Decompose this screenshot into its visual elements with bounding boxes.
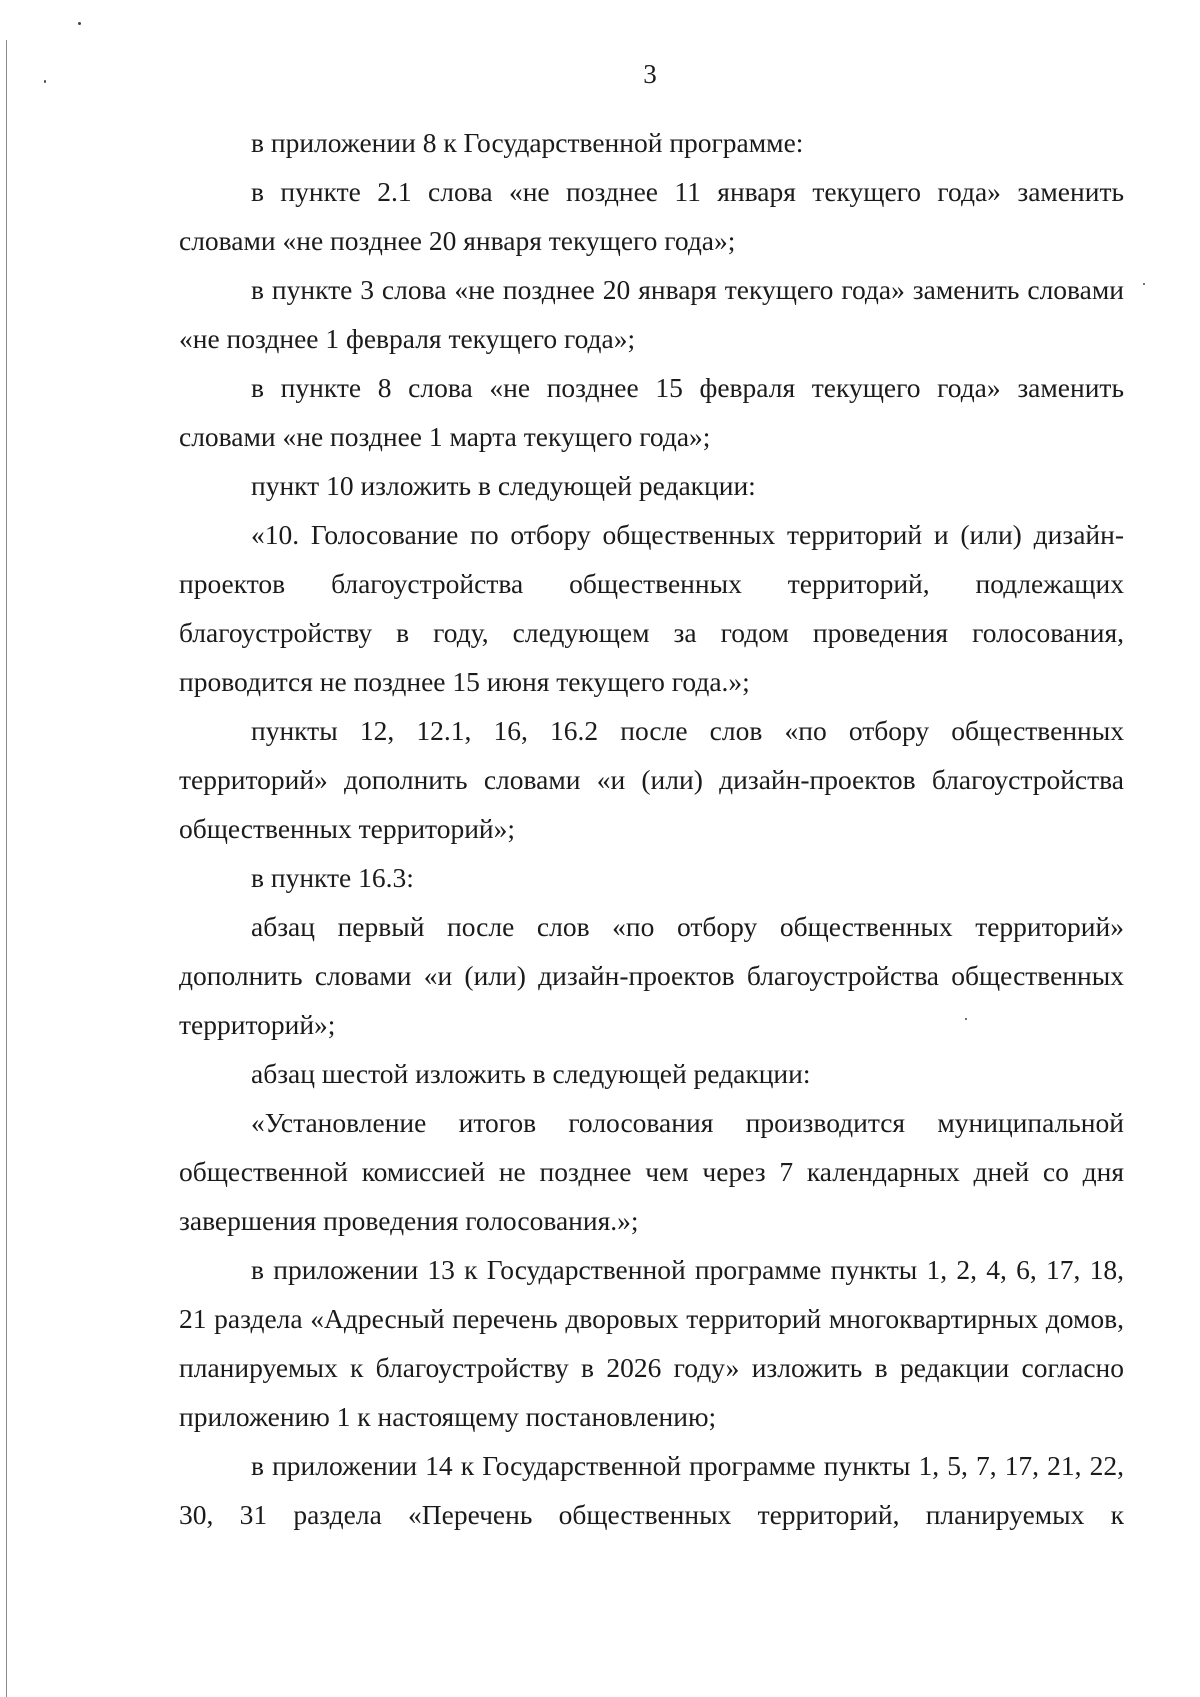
paragraph: в пункте 8 слова «не позднее 15 февраля текущего года» заменить словами «не позднее 1 марта текущего года»;: [179, 372, 1124, 452]
paragraph: пункты 12, 12.1, 16, 16.2 после слов «по отбору общественных территорий» дополнить словами «и (или) дизайн-проектов благоустройства общественных территорий»;: [179, 715, 1124, 844]
page-number: 3: [643, 59, 657, 89]
paragraph: абзац первый после слов «по отбору общественных территорий» дополнить словами «и (или) дизайн-проектов благоустройства общественных территорий»;: [179, 911, 1124, 1040]
scan-speck: [1143, 283, 1145, 285]
scan-speck: [78, 22, 81, 25]
paragraph: абзац шестой изложить в следующей редакции:: [251, 1058, 811, 1089]
paragraph: в приложении 14 к Государственной программе пункты 1, 5, 7, 17, 21, 22, 30, 31 раздела «Перечень общественных территорий, планируемых к: [179, 1450, 1124, 1530]
paragraph: пункт 10 изложить в следующей редакции:: [251, 470, 756, 501]
paragraph: в пункте 16.3:: [251, 862, 414, 893]
paragraph: в приложении 8 к Государственной программе:: [251, 127, 804, 158]
paragraph: в пункте 2.1 слова «не позднее 11 января текущего года» заменить словами «не позднее 20 января текущего года»;: [179, 176, 1124, 256]
paragraph: «10. Голосование по отбору общественных территорий и (или) дизайн-проектов благоустройства общественных территорий, подлежащих благоустройству в году, следующем за годом проведения голосования, проводится не позднее 15 июня текущего года.»;: [179, 519, 1124, 697]
scan-edge-line: [6, 40, 7, 1697]
document-body: [179, 118, 1124, 1539]
paragraph: в пункте 3 слова «не позднее 20 января текущего года» заменить словами «не позднее 1 февраля текущего года»;: [179, 274, 1124, 354]
paragraph: «Установление итогов голосования производится муниципальной общественной комиссией не позднее чем через 7 календарных дней со дня завершения проведения голосования.»;: [179, 1107, 1124, 1236]
paragraph: в приложении 13 к Государственной программе пункты 1, 2, 4, 6, 17, 18, 21 раздела «Адресный перечень дворовых территорий многоквартирных домов, планируемых к благоустройству в 2026 году» изложить в редакции согласно приложению 1 к настоящему постановлению;: [179, 1254, 1124, 1432]
scan-speck: [44, 80, 46, 83]
